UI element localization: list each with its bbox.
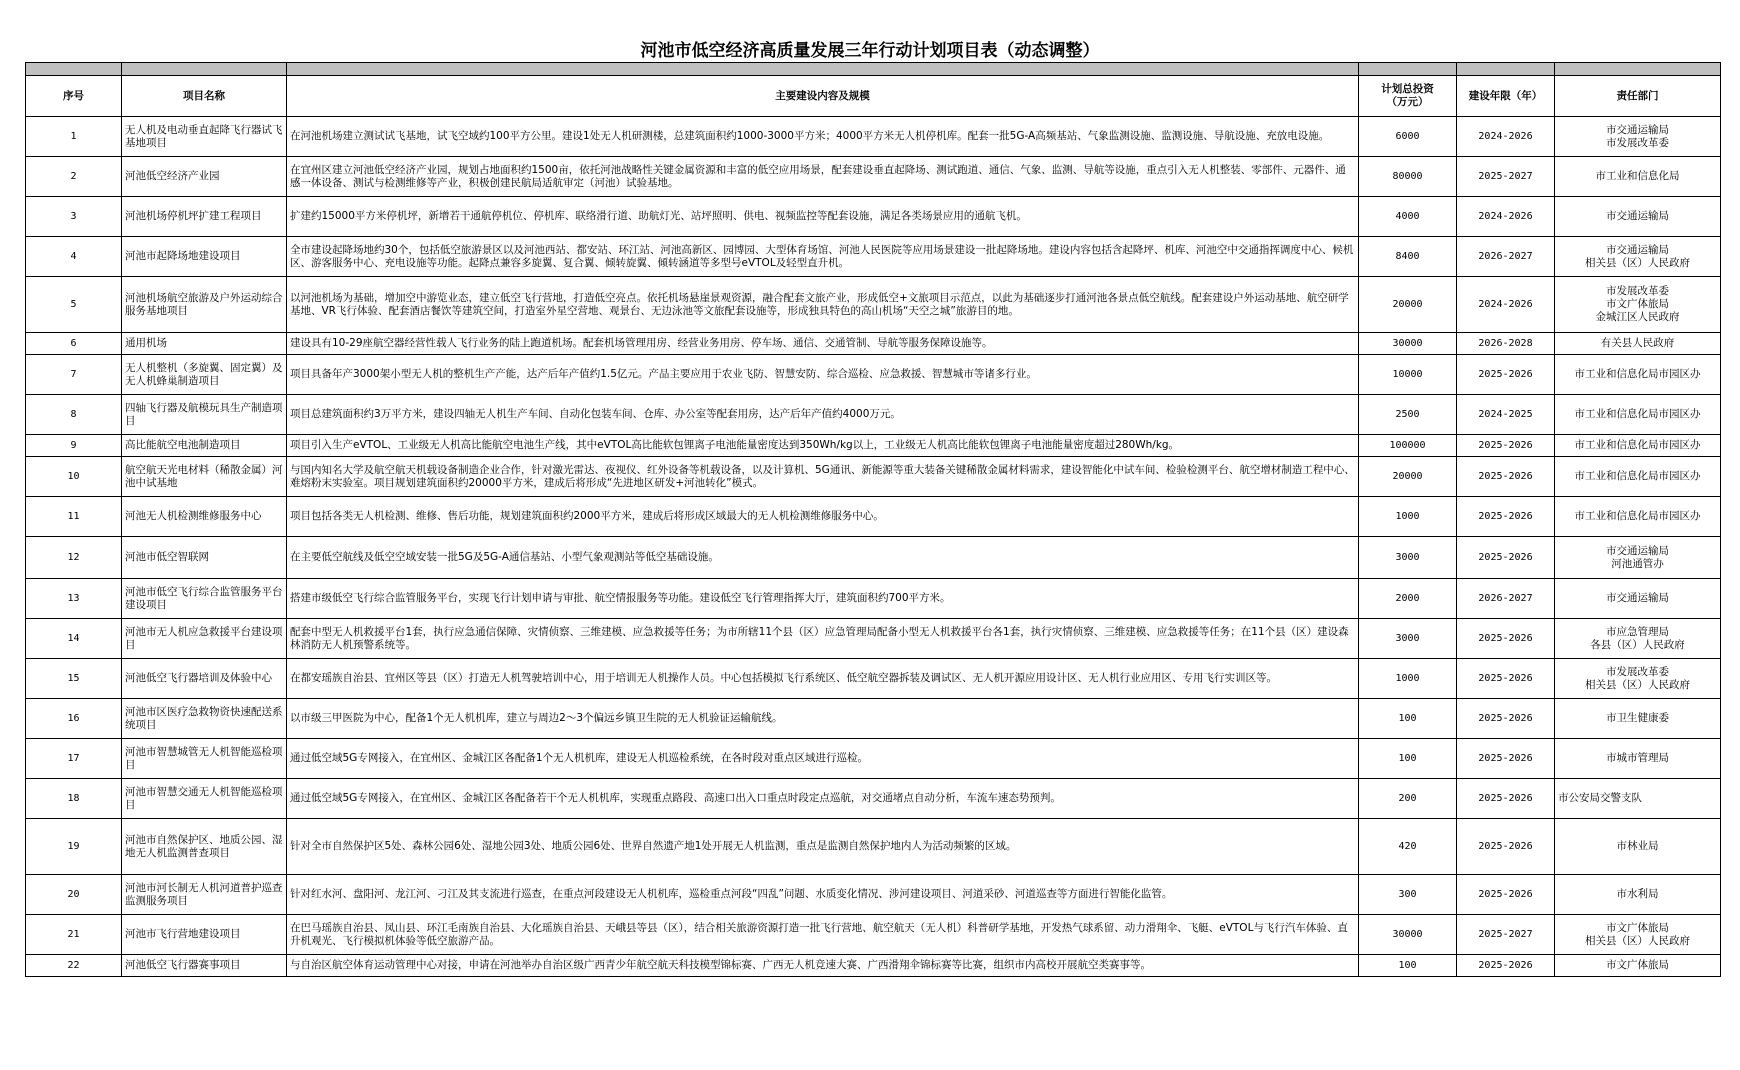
row-dept-line: 金城江区人民政府 <box>1595 311 1680 323</box>
row-invest: 420 <box>1359 819 1457 875</box>
row-period: 2024-2026 <box>1457 197 1555 237</box>
row-dept <box>1555 779 1721 819</box>
table-row <box>26 915 1721 955</box>
table-row <box>26 619 1721 659</box>
row-period: 2024-2026 <box>1457 277 1555 333</box>
row-name: 河池低空经济产业园 <box>122 157 287 197</box>
row-dept <box>1555 497 1721 537</box>
row-dept-line: 市交通运输局 <box>1606 243 1669 256</box>
row-invest: 3000 <box>1359 537 1457 579</box>
row-dept <box>1555 117 1721 157</box>
row-no: 3 <box>26 197 122 237</box>
row-dept <box>1555 659 1721 699</box>
table-row <box>26 699 1721 739</box>
row-dept-line: 市卫生健康委 <box>1606 712 1669 724</box>
row-no: 21 <box>26 915 122 955</box>
row-invest: 200 <box>1359 779 1457 819</box>
row-dept-line: 市交通运输局 <box>1606 544 1669 557</box>
row-no: 18 <box>26 779 122 819</box>
row-dept-line: 市交通运输局 <box>1606 210 1669 222</box>
table-row <box>26 277 1721 333</box>
row-dept <box>1555 699 1721 739</box>
row-period: 2026-2027 <box>1457 237 1555 277</box>
row-no: 9 <box>26 435 122 457</box>
row-name: 河池机场停机坪扩建工程项目 <box>122 197 287 237</box>
row-name: 通用机场 <box>122 333 287 355</box>
row-no: 8 <box>26 395 122 435</box>
row-no: 16 <box>26 699 122 739</box>
row-invest: 4000 <box>1359 197 1457 237</box>
row-content: 以市级三甲医院为中心，配备1个无人机机库，建立与周边2～3个偏远乡镇卫生院的无人机验证运输航线。 <box>287 699 1359 739</box>
table-row <box>26 237 1721 277</box>
row-dept-line: 河池通管办 <box>1611 557 1664 570</box>
header-invest <box>1359 76 1457 117</box>
header-no: 序号 <box>26 76 122 117</box>
table-row <box>26 435 1721 457</box>
row-invest: 1000 <box>1359 497 1457 537</box>
header-row <box>26 76 1721 117</box>
row-dept-line: 市工业和信息化局市园区办 <box>1574 439 1701 451</box>
row-dept-line: 市工业和信息化局 <box>1595 170 1680 182</box>
row-period: 2025-2026 <box>1457 457 1555 497</box>
row-content: 项目具备年产3000架小型无人机的整机生产产能，达产后年产值约1.5亿元。产品主要应用于农业飞防、智慧安防、综合巡检、应急救援、智慧城市等诸多行业。 <box>287 355 1359 395</box>
row-no: 10 <box>26 457 122 497</box>
row-invest: 300 <box>1359 875 1457 915</box>
row-dept-line: 市公安局交警支队 <box>1558 792 1642 804</box>
row-content: 配套中型无人机救援平台1套，执行应急通信保障、灾情侦察、三维建模、应急救援等任务；为市所辖11个县（区）应急管理局配备小型无人机救援平台各1套，执行灾情侦察、三维建模、应急救援等任务；在11个县（区）建设森林消防无人机预警系统等。 <box>287 619 1359 659</box>
row-period: 2025-2026 <box>1457 355 1555 395</box>
row-period: 2025-2027 <box>1457 157 1555 197</box>
row-dept <box>1555 355 1721 395</box>
row-invest: 20000 <box>1359 457 1457 497</box>
project-table-wrap <box>25 62 1720 977</box>
row-period: 2025-2026 <box>1457 779 1555 819</box>
row-dept-line: 有关县人民政府 <box>1600 337 1675 349</box>
row-name: 河池市自然保护区、地质公园、湿地无人机监测普查项目 <box>122 819 287 875</box>
header-invest-line1: 计划总投资 <box>1381 83 1434 95</box>
row-dept-line: 市发展改革委 <box>1606 665 1669 678</box>
row-dept-line: 市水利局 <box>1616 888 1659 900</box>
row-dept-line: 市工业和信息化局市园区办 <box>1574 368 1701 380</box>
row-period: 2024-2025 <box>1457 395 1555 435</box>
row-period: 2025-2027 <box>1457 915 1555 955</box>
row-dept-line: 市工业和信息化局市园区办 <box>1574 510 1701 522</box>
row-no: 4 <box>26 237 122 277</box>
row-name: 四轴飞行器及航模玩具生产制造项目 <box>122 395 287 435</box>
row-content: 通过低空域5G专网接入，在宜州区、金城江区各配备1个无人机机库，建设无人机巡检系统，在各时段对重点区域进行巡检。 <box>287 739 1359 779</box>
row-period: 2025-2026 <box>1457 739 1555 779</box>
row-period: 2026-2027 <box>1457 579 1555 619</box>
row-dept-line: 市林业局 <box>1616 840 1659 852</box>
row-dept-line: 相关县（区）人民政府 <box>1585 256 1690 269</box>
row-content: 搭建市级低空飞行综合监管服务平台，实现飞行计划申请与审批、航空情报服务等功能。建设低空飞行管理指挥大厅，建筑面积约700平方米。 <box>287 579 1359 619</box>
row-content: 与自治区航空体育运动管理中心对接，申请在河池举办自治区级广西青少年航空航天科技模型锦标赛、广西无人机竞速大赛、广西滑翔伞锦标赛等比赛，组织市内高校开展航空类赛事等。 <box>287 955 1359 977</box>
row-content: 在宜州区建立河池低空经济产业园，规划占地面积约1500亩，依托河池战略性关键金属资源和丰富的低空应用场景，配套建设垂直起降场、测试跑道、通信、气象、监测、导航等设施，重点引入无人机整装、零部件、元器件、通感一体设备、测试与检测维修等产业，积极创建民航局适航审定（河池）试验基地。 <box>287 157 1359 197</box>
table-row <box>26 579 1721 619</box>
row-dept-line: 市发展改革委 <box>1606 285 1669 297</box>
row-content: 全市建设起降场地约30个，包括低空旅游景区以及河池西站、都安站、环江站、河池高新区、园博园、大型体育场馆、河池人民医院等应用场景建设一批起降场地。建设内容包括含起降坪、机库、河池空中交通指挥调度中心、候机区、游客服务中心、充电设施等功能。起降点兼容多旋翼、复合翼、倾转旋翼、倾转涵道等多型号eVTOL及轻型直升机。 <box>287 237 1359 277</box>
row-invest: 8400 <box>1359 237 1457 277</box>
table-row <box>26 659 1721 699</box>
row-no: 22 <box>26 955 122 977</box>
table-row <box>26 355 1721 395</box>
table-row <box>26 395 1721 435</box>
row-no: 19 <box>26 819 122 875</box>
row-invest: 100 <box>1359 699 1457 739</box>
row-no: 14 <box>26 619 122 659</box>
row-period: 2025-2026 <box>1457 699 1555 739</box>
row-period: 2025-2026 <box>1457 497 1555 537</box>
page-title: 河池市低空经济高质量发展三年行动计划项目表（动态调整） <box>640 41 1100 61</box>
row-period: 2025-2026 <box>1457 659 1555 699</box>
row-name: 河池市河长制无人机河道普护巡查监测服务项目 <box>122 875 287 915</box>
row-name: 河池低空飞行器赛事项目 <box>122 955 287 977</box>
row-content: 在都安瑶族自治县、宜州区等县（区）打造无人机驾驶培训中心，用于培训无人机操作人员。中心包括模拟飞行系统区、低空航空器拆装及调试区、无人机开源应用设计区、无人机行业应用区、专用飞行实训区等。 <box>287 659 1359 699</box>
table-row <box>26 779 1721 819</box>
row-dept <box>1555 537 1721 579</box>
row-no: 2 <box>26 157 122 197</box>
row-name: 河池机场航空旅游及户外运动综合服务基地项目 <box>122 277 287 333</box>
row-dept-line: 市文广体旅局 <box>1606 298 1669 310</box>
row-period: 2025-2026 <box>1457 819 1555 875</box>
row-name: 河池市无人机应急救援平台建设项目 <box>122 619 287 659</box>
row-invest: 10000 <box>1359 355 1457 395</box>
row-invest: 1000 <box>1359 659 1457 699</box>
row-content: 扩建约15000平方米停机坪，新增若干通航停机位、停机库、联络滑行道、助航灯光、站坪照明、供电、视频监控等配套设施，满足各类场景应用的通航飞机。 <box>287 197 1359 237</box>
row-no: 5 <box>26 277 122 333</box>
table-row <box>26 875 1721 915</box>
row-period: 2025-2026 <box>1457 435 1555 457</box>
row-dept <box>1555 333 1721 355</box>
row-dept <box>1555 915 1721 955</box>
row-name: 河池市区医疗急救物资快速配送系统项目 <box>122 699 287 739</box>
table-row <box>26 333 1721 355</box>
row-dept <box>1555 435 1721 457</box>
row-period: 2024-2026 <box>1457 117 1555 157</box>
header-dept: 责任部门 <box>1555 76 1721 117</box>
table-row <box>26 497 1721 537</box>
row-name: 河池市智慧交通无人机智能巡检项目 <box>122 779 287 819</box>
table-row <box>26 117 1721 157</box>
row-invest: 30000 <box>1359 915 1457 955</box>
row-dept-line: 市应急管理局 <box>1606 625 1669 638</box>
row-content: 通过低空域5G专网接入，在宜州区、金城江区各配备若干个无人机机库，实现重点路段、高速口出入口重点时段定点巡航，对交通堵点自动分析，车流车速态势预判。 <box>287 779 1359 819</box>
row-content: 针对红水河、盘阳河、龙江河、刁江及其支流进行巡查，在重点河段建设无人机机库，巡检重点河段“四乱”问题、水质变化情况、涉河建设项目、河道采砂、河道巡查等方面进行智能化监管。 <box>287 875 1359 915</box>
row-invest: 2000 <box>1359 579 1457 619</box>
row-dept <box>1555 277 1721 333</box>
row-name: 河池无人机检测维修服务中心 <box>122 497 287 537</box>
table-row <box>26 537 1721 579</box>
row-name: 河池市智慧城管无人机智能巡检项目 <box>122 739 287 779</box>
row-no: 1 <box>26 117 122 157</box>
row-invest: 100000 <box>1359 435 1457 457</box>
row-invest: 100 <box>1359 955 1457 977</box>
row-invest: 2500 <box>1359 395 1457 435</box>
row-content: 在河池机场建立测试试飞基地，试飞空域约100平方公里。建设1处无人机研测楼，总建筑面积约1000-3000平方米；4000平方米无人机停机库。配套一批5G-A高频基站、气象监测设施、监测设施、导航设施、充放电设施。 <box>287 117 1359 157</box>
row-dept-line: 市工业和信息化局市园区办 <box>1574 408 1701 420</box>
row-dept <box>1555 739 1721 779</box>
row-name: 无人机及电动垂直起降飞行器试飞基地项目 <box>122 117 287 157</box>
table-row <box>26 197 1721 237</box>
row-period: 2025-2026 <box>1457 619 1555 659</box>
row-content: 针对全市自然保护区5处、森林公园6处、湿地公园3处、地质公园6处、世界自然遗产地1处开展无人机监测，重点是监测自然保护地内人为活动频繁的区域。 <box>287 819 1359 875</box>
row-dept <box>1555 395 1721 435</box>
row-content: 项目包括各类无人机检测、维修、售后功能，规划建筑面积约2000平方米，建成后将形成区域最大的无人机检测维修服务中心。 <box>287 497 1359 537</box>
row-no: 12 <box>26 537 122 579</box>
row-no: 17 <box>26 739 122 779</box>
row-dept-line: 相关县（区）人民政府 <box>1585 678 1690 691</box>
row-name: 航空航天光电材料（稀散金属）河池中试基地 <box>122 457 287 497</box>
table-body <box>26 117 1721 977</box>
row-dept <box>1555 579 1721 619</box>
row-no: 15 <box>26 659 122 699</box>
project-table <box>25 62 1721 977</box>
row-dept-line: 市文广体旅局 <box>1606 959 1669 971</box>
row-no: 20 <box>26 875 122 915</box>
row-period: 2026-2028 <box>1457 333 1555 355</box>
row-name: 河池市起降场地建设项目 <box>122 237 287 277</box>
row-content: 项目总建筑面积约3万平方米，建设四轴无人机生产车间、自动化包装车间、仓库、办公室等配套用房，达产后年产值约4000万元。 <box>287 395 1359 435</box>
row-period: 2025-2026 <box>1457 955 1555 977</box>
row-dept-line: 市交通运输局 <box>1606 592 1669 604</box>
row-dept <box>1555 237 1721 277</box>
row-dept-line: 市城市管理局 <box>1606 752 1669 764</box>
row-name: 高比能航空电池制造项目 <box>122 435 287 457</box>
row-dept <box>1555 457 1721 497</box>
row-content: 以河池机场为基础，增加空中游览业态，建立低空飞行营地，打造低空亮点。依托机场悬崖景观资源，融合配套文旅产业，形成低空+文旅项目示范点，以此为基础逐步打通河池各景点低空航线。配套建设户外运动基地、航空研学基地、VR飞行体验、配套酒店餐饮等建筑空间，打造室外星空营地、观景台、无边泳池等文旅配套设施等，形成独具特色的高山机场“天空之城”旅游目的地。 <box>287 277 1359 333</box>
row-name: 河池市低空飞行综合监管服务平台建设项目 <box>122 579 287 619</box>
table-row <box>26 157 1721 197</box>
row-dept <box>1555 157 1721 197</box>
row-dept-line: 市文广体旅局 <box>1606 921 1669 934</box>
row-invest: 30000 <box>1359 333 1457 355</box>
header-band <box>26 63 1721 76</box>
row-invest: 3000 <box>1359 619 1457 659</box>
row-dept <box>1555 955 1721 977</box>
row-name: 无人机整机（多旋翼、固定翼）及无人机蜂巢制造项目 <box>122 355 287 395</box>
row-name: 河池市低空智联网 <box>122 537 287 579</box>
row-content: 在巴马瑶族自治县、凤山县、环江毛南族自治县、大化瑶族自治县、天峨县等县（区），结合相关旅游资源打造一批飞行营地、航空航天（无人机）科普研学基地，开发热气球系留、动力滑翔伞、飞艇、eVTOL与飞行汽车体验、直升机观光、飞行模拟机体验等低空旅游产品。 <box>287 915 1359 955</box>
row-period: 2025-2026 <box>1457 875 1555 915</box>
row-dept-line: 市发展改革委 <box>1606 136 1669 149</box>
row-period: 2025-2026 <box>1457 537 1555 579</box>
row-dept-line: 各县（区）人民政府 <box>1590 638 1685 651</box>
row-dept <box>1555 619 1721 659</box>
row-no: 13 <box>26 579 122 619</box>
row-content: 与国内知名大学及航空航天机载设备制造企业合作，针对激光雷达、夜视仪、红外设备等机载设备，以及计算机、5G通讯、新能源等重大装备关键稀散金属材料需求，建设智能化中试车间、检验检测平台、航空增材制造工程中心、难熔粉末实验室。项目规划建筑面积约20000平方米，建成后将形成“先进地区研发+河池转化”模式。 <box>287 457 1359 497</box>
table-row <box>26 457 1721 497</box>
row-name: 河池低空飞行器培训及体验中心 <box>122 659 287 699</box>
row-content: 项目引入生产eVTOL、工业级无人机高比能航空电池生产线，其中eVTOL高比能软包锂离子电池能量密度达到350Wh/kg以上，工业级无人机高比能软包锂离子电池能量密度超过280Wh/kg。 <box>287 435 1359 457</box>
row-no: 6 <box>26 333 122 355</box>
row-dept <box>1555 197 1721 237</box>
row-dept <box>1555 875 1721 915</box>
header-period: 建设年限（年） <box>1457 76 1555 117</box>
row-invest: 20000 <box>1359 277 1457 333</box>
row-dept-line: 相关县（区）人民政府 <box>1585 934 1690 947</box>
header-name: 项目名称 <box>122 76 287 117</box>
row-name: 河池市飞行营地建设项目 <box>122 915 287 955</box>
row-content: 建设具有10-29座航空器经营性载人飞行业务的陆上跑道机场。配套机场管理用房、经营业务用房、停车场、通信、交通管制、导航等服务保障设施等。 <box>287 333 1359 355</box>
row-dept-line: 市交通运输局 <box>1606 123 1669 136</box>
header-content: 主要建设内容及规模 <box>287 76 1359 117</box>
table-row <box>26 819 1721 875</box>
row-no: 7 <box>26 355 122 395</box>
row-no: 11 <box>26 497 122 537</box>
row-invest: 100 <box>1359 739 1457 779</box>
table-row <box>26 739 1721 779</box>
table-row <box>26 955 1721 977</box>
row-dept <box>1555 819 1721 875</box>
row-dept-line: 市工业和信息化局市园区办 <box>1574 470 1701 482</box>
header-invest-line2: （万元） <box>1386 96 1429 108</box>
row-content: 在主要低空航线及低空空域安装一批5G及5G-A通信基站、小型气象观测站等低空基础设施。 <box>287 537 1359 579</box>
row-invest: 6000 <box>1359 117 1457 157</box>
row-invest: 80000 <box>1359 157 1457 197</box>
